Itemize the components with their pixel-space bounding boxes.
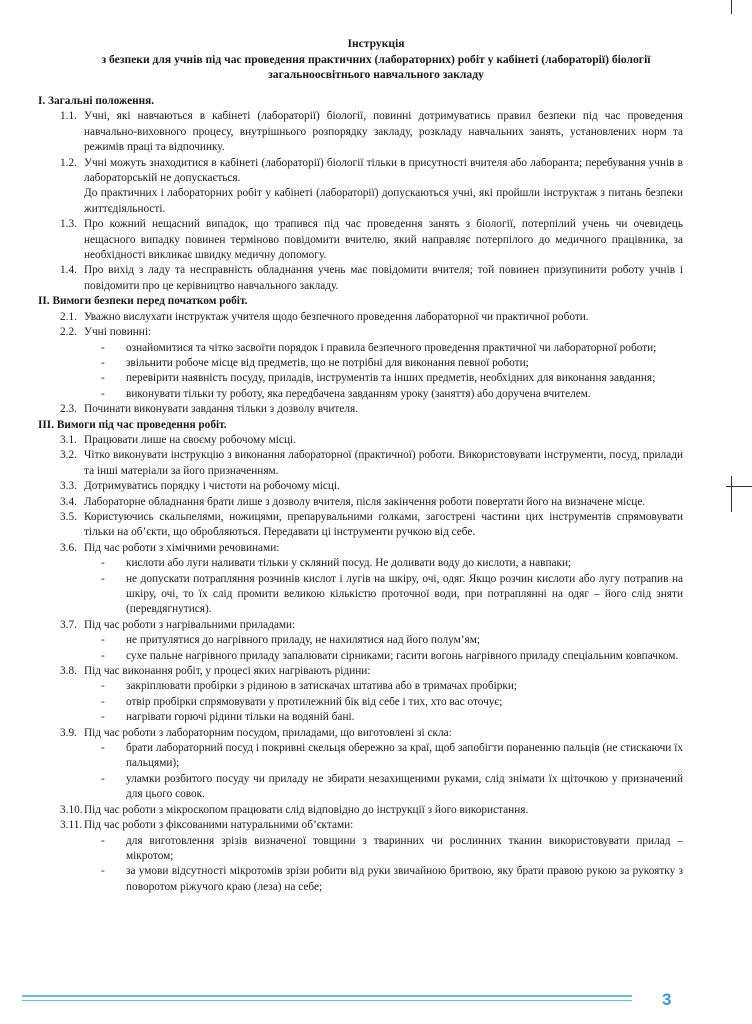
- section-general: [38, 94, 683, 294]
- list-item: 3.3. Дотримуватись порядку і чистоти на робочому місці.: [60, 480, 340, 493]
- bullet-item: - закріплювати пробірки з рідиною в затискачах штатива або в тримачах пробірки;: [101, 680, 518, 693]
- list-item: 1.2. Учні можуть знаходитися в кабінеті (лабораторії) біології тільки в присутності вчителя або лаборанта; перебування учнів в лабораторській не допускається.: [60, 156, 683, 185]
- footer-rule-thin: [22, 1000, 632, 1001]
- page-number: 3: [662, 990, 672, 1009]
- list-item: 3.4. Лабораторне обладнання брати лише з дозволу вчителя, після закінчення роботи повертати його на визначене місце.: [60, 495, 646, 508]
- bullet-item: - нагрівати горючі рідини тільки на водяній бані.: [101, 711, 355, 724]
- document-title: [36, 36, 716, 83]
- section-heading: ІІІ. Вимоги під час проведення робіт.: [38, 418, 227, 431]
- list-item: 1.4. Про вихід з ладу та несправність обладнання учень має повідомити вчителя; той повинен призупинити роботу учнів і повідомити про це керівництво навчального закладу.: [60, 264, 683, 292]
- footer-rule: [22, 995, 632, 997]
- list-item: 1.3. Про кожний нещасний випадок, що трапився під час проведення занять з біології, потерпілий учень чи очевидець нещасного випадку повинен терміново повідомити вчителю, який направляє потерпілого до медичного працівника, за необхідності викликає швидку медичну допомогу.: [60, 218, 683, 262]
- list-item: 3.11. Під час роботи з фіксованими натуральними об’єктами:: [60, 819, 354, 832]
- crop-mark-right-v: [731, 476, 732, 512]
- crop-mark-right-h: [726, 486, 752, 487]
- list-item: 2.1. Уважно вислухати інструктаж учителя щодо безпечного проведення лабораторної чи практичної роботи.: [60, 310, 589, 323]
- document-body: [38, 94, 683, 895]
- bullet-item: - не допускати потрапляння розчинів кислот і лугів на шкіру, очі, одяг. Якщо розчин кислоти або лугу потрапив на шкіру, очі, то їх слід промити великою кількістю проточної води, при потраплянні на одяг – його слід зняти (перевдягнутися).: [101, 572, 683, 616]
- list-item: 2.3. Починати виконувати завдання тільки з дозволу вчителя.: [60, 403, 359, 416]
- bullet-item: - брати лабораторний посуд і покривні скельця обережно за краї, щоб запобігти пораненню пальців (не стискаючи їх пальцями);: [101, 742, 683, 770]
- list-item: 1.1. Учні, які навчаються в кабінеті (лабораторії) біології, повинні дотримуватись правил безпеки під час проведення навчально-виховного процесу, внутрішнього розпорядку закладу, розкладу навчальних занять, установлених норм та режимів праці та відпочинку.: [60, 110, 683, 154]
- bullet-item: - отвір пробірки спрямовувати у протилежний бік від себе і тих, хто вас оточує;: [101, 695, 503, 708]
- list-item: 3.9. Під час роботи з лабораторним посудом, приладами, що виготовлені зі скла:: [60, 726, 452, 739]
- list-item: 3.10. Під час роботи з мікроскопом працювати слід відповідно до інструкції з його використання.: [60, 803, 529, 816]
- bullet-item: - ознайомитися та чітко засвоїти порядок і правила безпечного проведення практичної чи лабораторної роботи;: [101, 341, 657, 354]
- list-item: 3.7. Під час роботи з нагрівальними приладами:: [60, 618, 296, 631]
- bullet-item: - за умови відсутності мікротомів зрізи робити від руки звичайною бритвою, яку брати правою рукою за рукоятку з поворотом ріжучого краю (леза) на себе;: [101, 865, 683, 893]
- list-item-continuation: До практичних і лабораторних робіт у кабінеті (лабораторії) допускаються учні, які пройшли інструктаж з питань безпеки життєдіяльності.: [84, 187, 683, 215]
- bullet-item: - кислоти або луги наливати тільки у скляний посуд. Не доливати воду до кислоти, а навпаки;: [101, 557, 572, 570]
- bullet-item: - виконувати тільки ту роботу, яка передбачена завданням уроку (заняття) або доручена вчителем.: [101, 387, 591, 400]
- list-item: 3.2. Чітко виконувати інструкцію з виконання лабораторної (практичної) роботи. Використовувати інструменти, посуд, прилади та інші матеріали за його призначенням.: [60, 449, 683, 477]
- section-before-work: [38, 294, 683, 417]
- list-item: 3.8. Під час виконання робіт, у процесі яких нагрівають рідини:: [60, 665, 371, 678]
- bullet-item: - сухе пальне нагрівного приладу запалювати сірниками; гасити вогонь нагрівного приладу спеціальним ковпачком.: [101, 649, 679, 662]
- title-line-3: загальноосвітнього навчального закладу: [268, 68, 484, 81]
- bullet-item: - звільнити робоче місце від предметів, що не потрібні для виконання певної роботи;: [101, 356, 529, 369]
- list-item: 2.2. Учні повинні:: [60, 326, 152, 339]
- bullet-item: - уламки розбитого посуду чи приладу не збирати незахищеними руками, слід знімати їх щіточкою у призначений для цього совок.: [101, 772, 683, 801]
- title-line-2: з безпеки для учнів під час проведення практичних (лабораторних) робіт у кабінеті (лабораторії) біології: [101, 52, 651, 66]
- section-during-work: [38, 418, 683, 896]
- title-line-1: Інструкція: [347, 37, 405, 50]
- crop-mark-top: [731, 0, 732, 14]
- list-item: 3.6. Під час роботи з хімічними речовинами:: [60, 541, 280, 554]
- bullet-item: - не притулятися до нагрівного приладу, не нахилятися над його полум’ям;: [101, 634, 480, 647]
- list-item: 3.5. Користуючись скальпелями, ножицями, препарувальними голками, загострені частини цих інструментів спрямовувати тільки на об’єкти, що обробляються. Передавати ці інструменти ручкою від себе.: [60, 510, 683, 539]
- bullet-item: - перевірити наявність посуду, приладів, інструментів та інших предметів, необхідних для виконання завдання;: [101, 372, 656, 385]
- section-heading: І. Загальні положення.: [38, 95, 155, 107]
- bullet-item: - для виготовлення зрізів визначеної товщини з тваринних чи рослинних тканин використовувати прилад – мікротом;: [101, 834, 683, 862]
- list-item: 3.1. Працювати лише на своєму робочому місці.: [60, 433, 296, 446]
- section-heading: ІІ. Вимоги безпеки перед початком робіт.: [38, 295, 248, 308]
